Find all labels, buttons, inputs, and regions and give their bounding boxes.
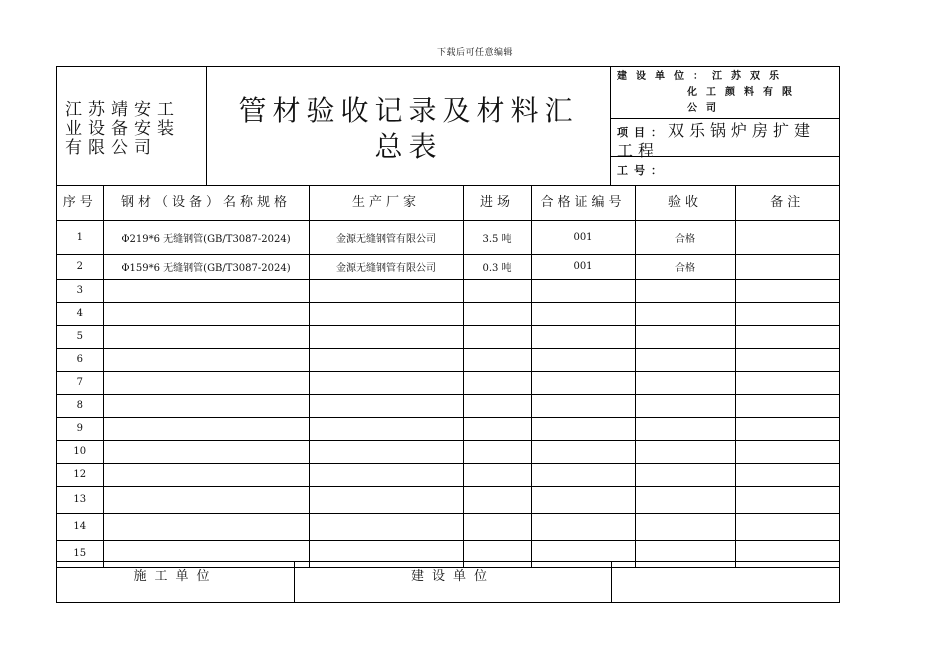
row-no: 14 — [57, 513, 103, 540]
row-cert-no — [531, 348, 635, 371]
row-cert-no — [531, 302, 635, 325]
row-note — [735, 302, 839, 325]
signature-blank-cell — [612, 562, 839, 603]
builder-value-line2: 化工颜料有限 — [687, 87, 801, 98]
table-row — [57, 440, 839, 463]
row-name-spec — [103, 279, 309, 302]
row-check — [635, 302, 735, 325]
row-note — [735, 486, 839, 513]
row-cert-no — [531, 417, 635, 440]
row-note — [735, 254, 839, 279]
table-row — [57, 417, 839, 440]
row-note — [735, 220, 839, 254]
form-frame — [56, 66, 840, 603]
construction-unit-cell: 施工单位 — [57, 562, 295, 603]
builder-cell — [611, 67, 839, 119]
table-row — [57, 302, 839, 325]
header-col-check: 验收 — [635, 185, 735, 220]
row-maker — [309, 302, 463, 325]
client-unit-cell: 建设单位 — [295, 562, 612, 603]
row-check: 合格 — [635, 254, 735, 279]
job-no-cell: 工号： — [617, 164, 668, 177]
row-note — [735, 348, 839, 371]
row-maker — [309, 348, 463, 371]
row-note — [735, 417, 839, 440]
row-check — [635, 348, 735, 371]
row-check — [635, 417, 735, 440]
header-col-name-spec: 钢材（设备）名称规格 — [103, 185, 309, 220]
builder-label: 建设单位： — [617, 71, 712, 82]
table-row — [57, 279, 839, 302]
row-name-spec — [103, 463, 309, 486]
row-qty: 0.3 吨 — [463, 254, 531, 279]
row-name-spec — [103, 486, 309, 513]
row-note — [735, 463, 839, 486]
row-check: 合格 — [635, 220, 735, 254]
row-no: 13 — [57, 486, 103, 513]
row-name-spec — [103, 394, 309, 417]
row-no: 5 — [57, 325, 103, 348]
row-cert-no — [531, 394, 635, 417]
row-maker — [309, 394, 463, 417]
row-maker — [309, 371, 463, 394]
row-cert-no: 001 — [531, 220, 635, 254]
header-col-qty: 进场 — [463, 185, 531, 220]
row-note — [735, 440, 839, 463]
row-qty — [463, 394, 531, 417]
row-cert-no: 001 — [531, 254, 635, 279]
row-no: 7 — [57, 371, 103, 394]
header-col-maker: 生产厂家 — [309, 185, 463, 220]
row-no: 3 — [57, 279, 103, 302]
row-cert-no — [531, 463, 635, 486]
row-name-spec — [103, 513, 309, 540]
header-col-note: 备注 — [735, 185, 839, 220]
row-check — [635, 440, 735, 463]
project-value: 双乐锅炉房扩建工程 — [617, 121, 816, 160]
row-maker — [309, 279, 463, 302]
row-name-spec — [103, 348, 309, 371]
table-row — [57, 394, 839, 417]
table-row — [57, 486, 839, 513]
row-maker: 金源无缝钢管有限公司 — [309, 220, 463, 254]
row-note — [735, 279, 839, 302]
row-qty — [463, 279, 531, 302]
builder-value-line3: 公司 — [687, 103, 725, 114]
row-name-spec — [103, 440, 309, 463]
top-note: 下载后可任意编辑 — [436, 48, 513, 58]
table-row — [57, 463, 839, 486]
row-no: 15 — [57, 540, 103, 567]
row-check — [635, 486, 735, 513]
project-label: 项目： — [617, 126, 668, 139]
row-qty — [463, 348, 531, 371]
row-maker — [309, 325, 463, 348]
table-row — [57, 348, 839, 371]
project-cell — [611, 119, 839, 160]
row-maker: 金源无缝钢管有限公司 — [309, 254, 463, 279]
row-check — [635, 325, 735, 348]
row-note — [735, 513, 839, 540]
row-cert-no — [531, 279, 635, 302]
row-no: 10 — [57, 440, 103, 463]
row-check — [635, 279, 735, 302]
material-table — [57, 185, 839, 568]
header-col-no: 序号 — [57, 185, 103, 220]
header-col-cert-no: 合格证编号 — [531, 185, 635, 220]
project-info — [610, 67, 839, 185]
row-no: 2 — [57, 254, 103, 279]
row-qty — [463, 486, 531, 513]
row-name-spec — [103, 417, 309, 440]
form-title: 管材验收记录及材料汇总表 — [238, 94, 579, 163]
row-name-spec — [103, 325, 309, 348]
row-name-spec: Φ219*6 无缝钢管(GB/T3087-2024) — [103, 220, 309, 254]
form-header — [57, 67, 839, 186]
row-no: 6 — [57, 348, 103, 371]
row-qty — [463, 463, 531, 486]
row-no: 1 — [57, 220, 103, 254]
row-note — [735, 394, 839, 417]
row-name-spec — [103, 302, 309, 325]
row-check — [635, 371, 735, 394]
table-body — [57, 220, 839, 567]
signature-row — [57, 561, 839, 603]
row-qty — [463, 417, 531, 440]
row-check — [635, 394, 735, 417]
row-maker — [309, 513, 463, 540]
row-cert-no — [531, 486, 635, 513]
row-maker — [309, 417, 463, 440]
table-row — [57, 371, 839, 394]
row-cert-no — [531, 325, 635, 348]
row-cert-no — [531, 371, 635, 394]
row-no: 4 — [57, 302, 103, 325]
row-no: 9 — [57, 417, 103, 440]
builder-value-line1: 江苏双乐 — [712, 71, 788, 82]
table-row — [57, 220, 839, 254]
row-qty — [463, 302, 531, 325]
row-cert-no — [531, 440, 635, 463]
row-check — [635, 463, 735, 486]
row-maker — [309, 486, 463, 513]
row-name-spec — [103, 371, 309, 394]
row-qty — [463, 513, 531, 540]
table-row — [57, 325, 839, 348]
row-maker — [309, 440, 463, 463]
row-check — [635, 513, 735, 540]
row-qty — [463, 371, 531, 394]
row-cert-no — [531, 513, 635, 540]
row-qty — [463, 325, 531, 348]
row-qty: 3.5 吨 — [463, 220, 531, 254]
table-row — [57, 513, 839, 540]
row-no: 12 — [57, 463, 103, 486]
table-row — [57, 254, 839, 279]
company-name: 江苏靖安工业设备安装有限公司 — [57, 67, 207, 185]
row-qty — [463, 440, 531, 463]
header-row — [57, 185, 839, 220]
row-name-spec: Φ159*6 无缝钢管(GB/T3087-2024) — [103, 254, 309, 279]
row-maker — [309, 463, 463, 486]
row-no: 8 — [57, 394, 103, 417]
row-note — [735, 371, 839, 394]
row-note — [735, 325, 839, 348]
